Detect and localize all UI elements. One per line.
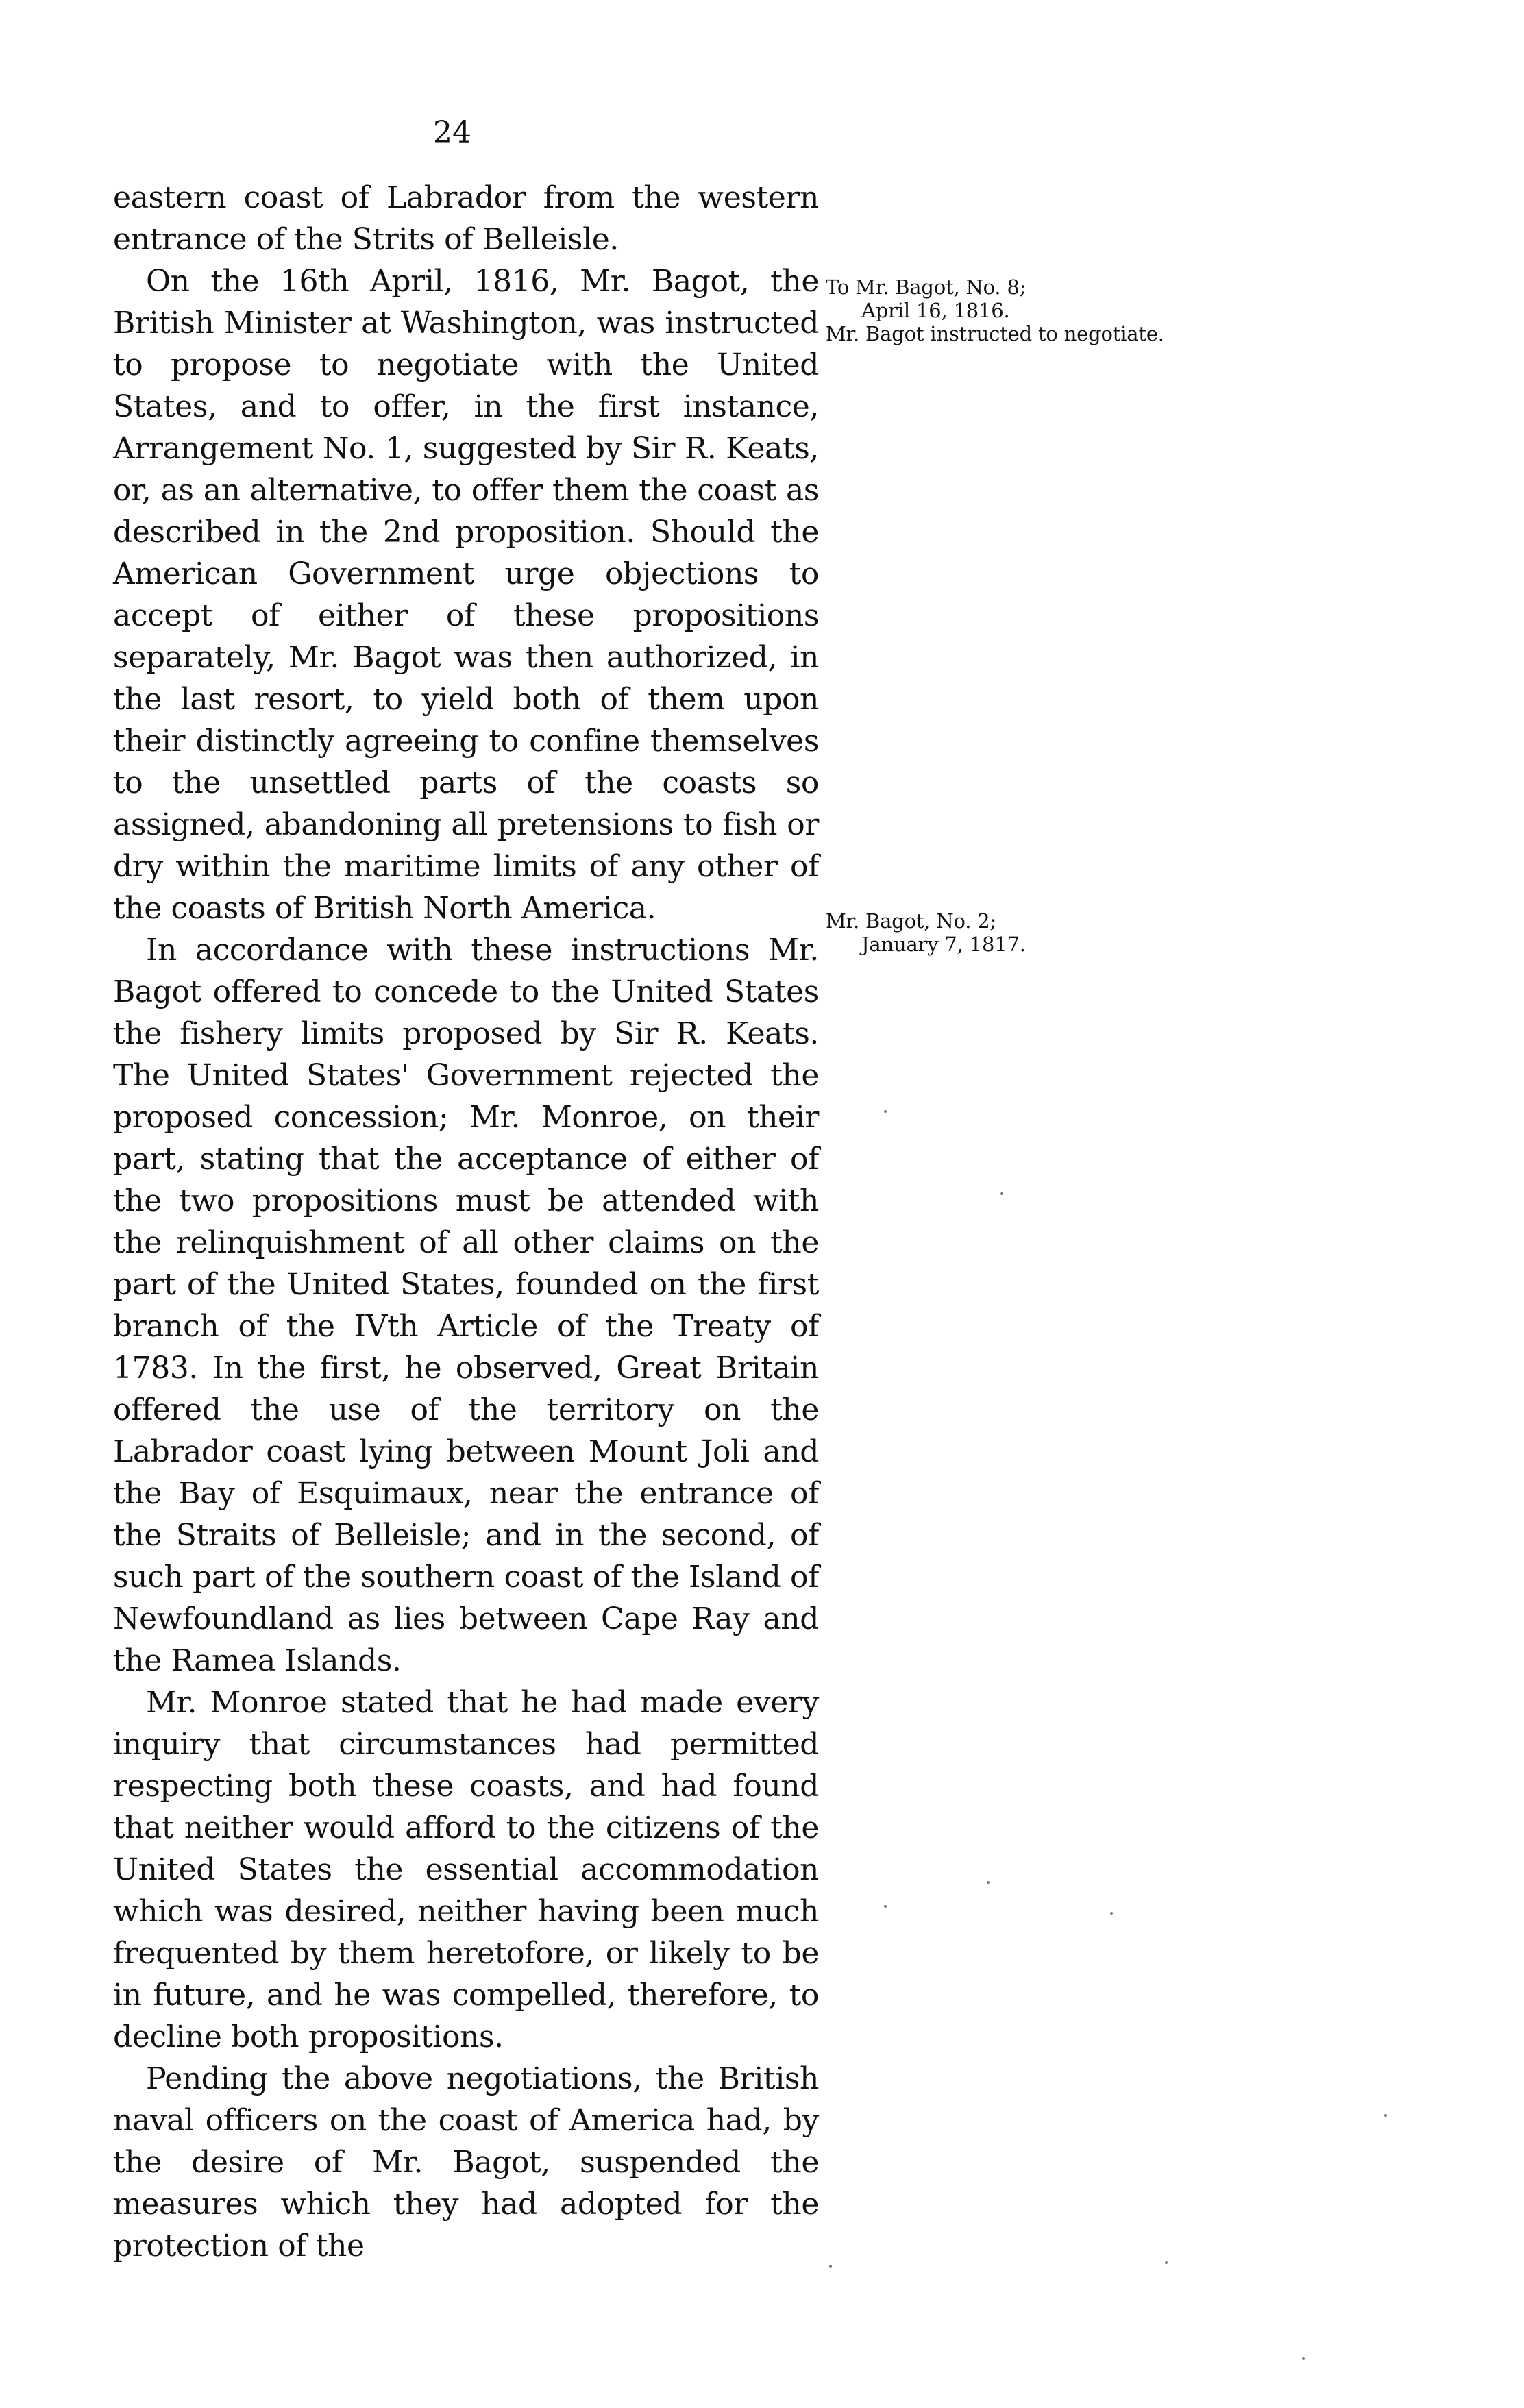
paragraph-pending-negotiations: Pending the above negotiations, the British naval officers on the coast of America had, by the desire of Mr. Bagot, suspended the measures which they had adopted for the protection of the <box>113 2061 819 2263</box>
paragraph-monroe-rejection: In accordance with these instructions Mr. Bagot offered to concede to the United States the fishery limits proposed by Sir R. Keats. The United States' Government rejected the proposed concession; Mr. Monroe, on their part, stating that the acceptance of either of the two propositions must be attended with the relinquishment of all other claims on the part of the United States, founded on the first branch of the IVth Article of the Treaty of 1783. In the first, he observed, Great Britain offered the use of the territory on the Labrador coast lying between Mount Joli and the Bay of Esquimaux, near the entrance of the Straits of Belleisle; and in the second, of such part of the southern coast of the Island of Newfoundland as lies between Cape Ray and the Ramea Islands. <box>113 933 819 1678</box>
scan-speck <box>1384 2114 1387 2117</box>
margin-note-date: January 7, 1817. <box>861 933 1026 956</box>
scan-speck <box>1110 1912 1113 1915</box>
margin-note-bagot-no8 <box>826 275 1388 345</box>
scan-speck <box>1000 1192 1003 1195</box>
paragraph-continuation: eastern coast of Labrador from the western entrance of the Strits of Belleisle. <box>113 180 819 257</box>
scan-speck <box>1302 2357 1305 2360</box>
margin-note-bagot-no2 <box>826 909 1388 956</box>
paragraph-bagot-instructions: On the 16th April, 1816, Mr. Bagot, the British Minister at Washington, was instructed to propose to negotiate with the United States, and to offer, in the first instance, Arrangement No. 1, suggested by Sir R. Keats, or, as an alternative, to offer them the coast as described in the 2nd proposition. Should the American Government urge objections to accept of either of these propositions separately, Mr. Bagot was then authorized, in the last resort, to yield both of them upon their distinctly agreeing to confine themselves to the unsettled parts of the coasts so assigned, abandoning all pretensions to fish or dry within the maritime limits of any other of the coasts of British North America. <box>113 264 819 926</box>
margin-note-ref: Mr. Bagot, No. 2; <box>826 909 997 933</box>
paragraph-monroe-inquiry: Mr. Monroe stated that he had made every inquiry that circumstances had permitted respecting both these coasts, and had found that neither would afford to the citizens of the United States the essential accommodation which was desired, neither having been much frequented by them heretofore, or likely to be in future, and he was compelled, therefore, to decline both propositions. <box>113 1685 819 2054</box>
body-text <box>113 177 819 2267</box>
page-number: 24 <box>433 115 471 150</box>
scan-speck <box>884 1110 887 1113</box>
margin-note-ref: To Mr. Bagot, No. 8; <box>826 275 1027 299</box>
scan-speck <box>987 1881 990 1884</box>
margin-note-date: April 16, 1816. <box>861 299 1010 322</box>
scan-speck <box>884 1905 887 1908</box>
scan-speck <box>829 2265 832 2268</box>
margin-note-detail: Mr. Bagot instructed to negotiate. <box>826 322 1164 345</box>
scan-speck <box>1165 2261 1168 2264</box>
